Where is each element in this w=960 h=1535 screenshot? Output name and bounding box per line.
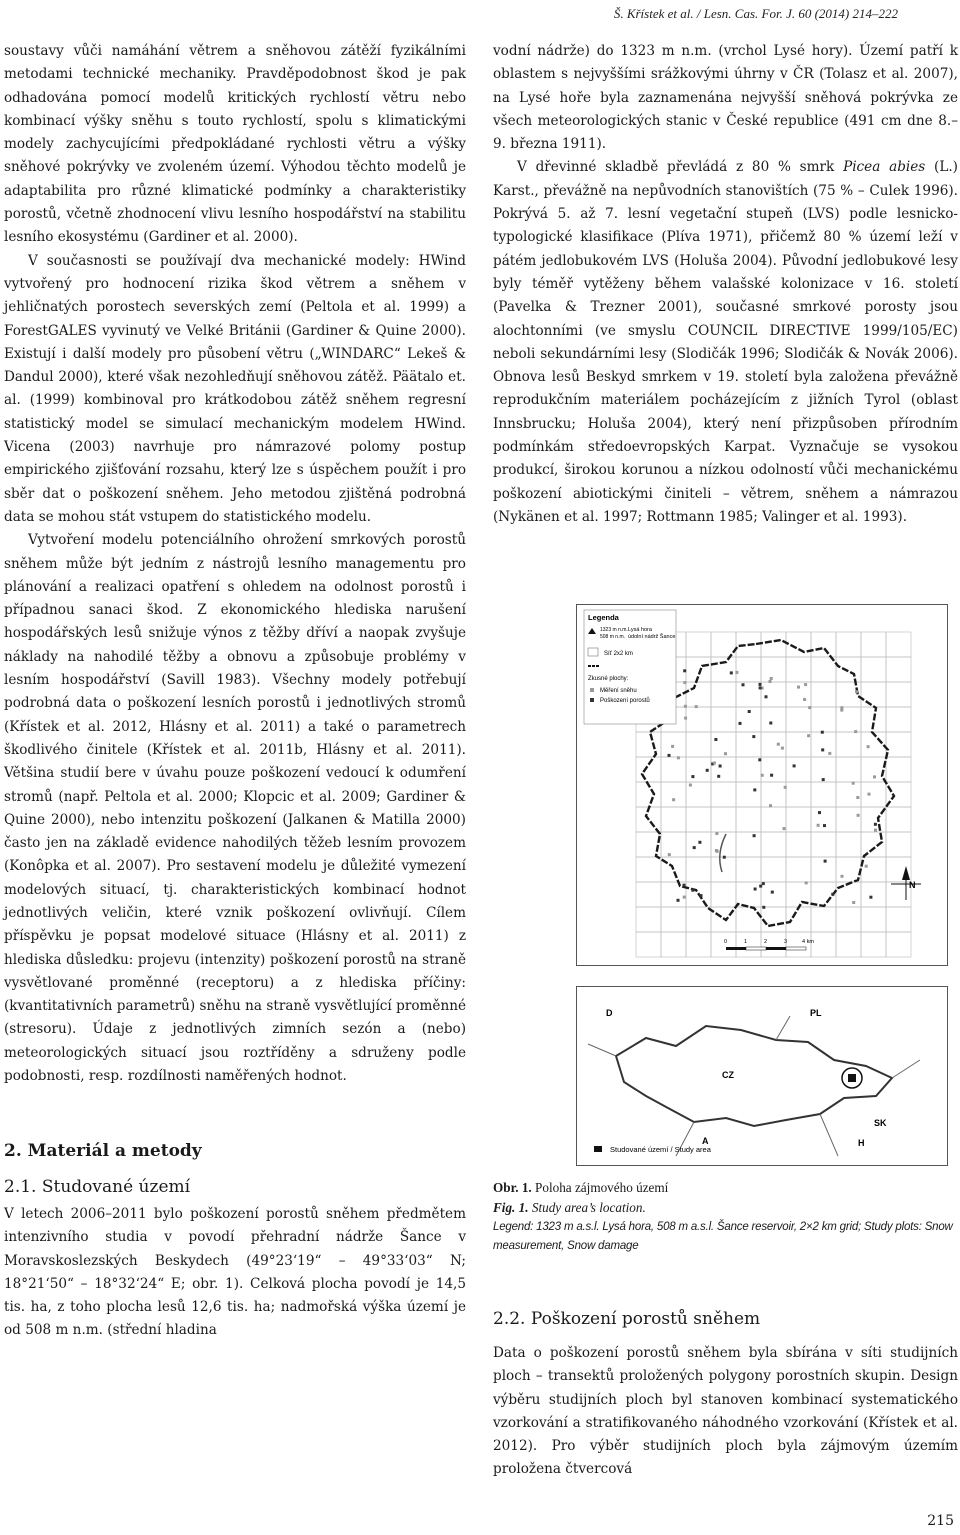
study-area-marker — [848, 1074, 856, 1082]
svg-text:4 km: 4 km — [802, 939, 814, 945]
locator-frame — [577, 987, 948, 1166]
svg-text:2: 2 — [764, 939, 768, 945]
study-plot-marker — [828, 752, 831, 755]
study-plot-marker — [715, 832, 718, 835]
study-plot-marker — [714, 738, 717, 741]
right-paragraph-2-start: V dřevinné skladbě převládá z 80 % smrk — [517, 159, 844, 176]
study-plot-marker — [856, 796, 859, 799]
study-plot-marker — [762, 882, 765, 885]
study-plot-marker — [752, 735, 755, 738]
study-plot-marker — [762, 906, 765, 909]
left-paragraph-4: V letech 2006–2011 bylo poškození porostů sněhem předmětem intenzivního studia v povodí přehradní nádrže Šance v Moravskoslezských Beskydech (49°23‘19“ – 49°33‘03“ N; 18°21‘50“ – 18°32‘24“ E; obr. 1). Celková plocha povodí je 14,5 tis. ha, z toho plocha lesů 12,6 tis. ha; nadmořská výška území je od 508 m n.m. (střední hladina — [4, 1205, 466, 1339]
study-plot-marker — [723, 856, 726, 859]
svg-text:N: N — [909, 880, 916, 890]
running-head: Š. Křístek et al. / Lesn. Cas. For. J. 60 (2014) 214–222 — [613, 6, 898, 21]
study-plot-marker — [770, 774, 773, 777]
study-plot-marker — [765, 695, 768, 698]
left-column — [4, 40, 466, 1343]
study-plot-marker — [683, 681, 686, 684]
study-plot-marker — [822, 778, 825, 781]
study-plot-marker — [668, 754, 671, 757]
caption-cz: Obr. 1. Poloha zájmového území — [493, 1180, 669, 1195]
svg-text:1323 m n.m.: 1323 m n.m. — [600, 627, 628, 633]
left-paragraph-3: Vytvoření modelu potenciálního ohrožení smrkových porostů sněhem může být jedním z nástrojů lesního managementu pro plánování a realizaci opatření s ohledem na odolnost porostů i případnou sanaci škod. Z ekonomického hlediska narušení hospodářských lesů snižuje výnos z těžby dříví a naopak zvyšuje náklady na nahodilé těžby a obnovu a způsobuje problémy v lesním hospodářství (Savill 1983). Všechny modely potřebují podrobná data o poškození lesních porostů i jednotlivých stromů (Křístek et al. 2012, Hlásny et al. 2011) a také o parametrech škodlivého činitele (Křístek et al. 2011b, Hlásny et al. 2011). Většina studií bere v úvahu pouze poškození vedoucí k odumření stromů (např. Peltola et al. 2000; Klopcic et al. 2009; Gardiner & Quine 2000), nebo intenzitu poškození (Jalkanen & Matilla 2000) často jen na základě evidence nahodilých těžeb lesním provozem (Konôpka et al. 2007). Pro sestavení modelu je důležité vymezení modelových situací, tj. charakteristických kombinací hodnot jednotlivých veličin, které vznik poškození ovlivňují. Cílem příspěvku je popsat modelové situace (Hlásny et al. 2011) z hlediska důsledku: projevu (intenzity) poškození porostů na straně vysvětlované proměnné (receptoru) a z hlediska příčiny: (kvantitativních parametrů) sněhu na straně vysvětlující proměnné (stresoru). Údaje z jednotlivých zimních sezón a (nebo) meteorologických situací jsou roztříděny a sdruženy podle podobnosti, resp. rozdílnosti naměřených hodnot. — [4, 532, 466, 1085]
svg-text:3: 3 — [784, 939, 788, 945]
study-plot-marker — [691, 775, 694, 778]
svg-text:PL: PL — [810, 1008, 822, 1018]
svg-text:1: 1 — [744, 939, 748, 945]
study-plot-marker — [754, 888, 757, 891]
study-plot-marker — [868, 793, 871, 796]
study-plot-marker — [840, 709, 843, 712]
study-plot-marker — [689, 784, 692, 787]
svg-text:údolní nádrž Šance: údolní nádrž Šance — [628, 634, 676, 640]
study-plot-marker — [724, 752, 727, 755]
study-plot-marker — [852, 901, 855, 904]
study-plot-marker — [817, 824, 820, 827]
study-plot-marker — [691, 889, 694, 892]
study-plot-marker — [869, 896, 872, 899]
study-plot-marker — [857, 814, 860, 817]
study-plot-marker — [818, 811, 821, 814]
study-plot-marker — [781, 747, 784, 750]
study-plot-marker — [824, 860, 827, 863]
figure-caption — [493, 1178, 958, 1256]
svg-text:SK: SK — [874, 1118, 887, 1128]
right-paragraph-2 — [493, 156, 958, 529]
study-plot-marker — [759, 686, 762, 689]
study-plot-marker — [730, 671, 733, 674]
study-plot-marker — [671, 745, 674, 748]
study-plot-marker — [719, 765, 722, 768]
study-plot-marker — [831, 893, 834, 896]
study-plot-marker — [683, 896, 686, 899]
study-plot-marker — [874, 823, 877, 826]
svg-text:A: A — [702, 1136, 709, 1146]
subsection-heading-snow-damage: 2.2. Poškození porostů sněhem — [493, 1309, 761, 1329]
study-plot-marker — [770, 677, 773, 680]
page-number: 215 — [927, 1513, 954, 1529]
study-plot-marker — [706, 769, 709, 772]
study-plot-marker — [759, 683, 762, 686]
study-plot-marker — [695, 705, 698, 708]
locator-map-graphic — [576, 986, 948, 1166]
study-area-map-graphic — [576, 604, 948, 966]
study-plot-marker — [783, 827, 786, 830]
study-plot-marker — [867, 745, 870, 748]
study-plot-marker — [855, 690, 858, 693]
study-plot-marker — [713, 762, 716, 765]
svg-text:D: D — [606, 1008, 613, 1018]
study-plot-marker — [771, 891, 774, 894]
svg-text:Zkusné plochy:: Zkusné plochy: — [588, 676, 629, 682]
study-plot-marker — [753, 788, 756, 791]
study-plot-marker — [684, 717, 687, 720]
study-plot-marker — [841, 875, 844, 878]
study-plot-marker — [769, 680, 772, 683]
svg-text:H: H — [858, 1138, 865, 1148]
study-plot-marker — [758, 758, 761, 761]
study-plot-marker — [784, 786, 787, 789]
species-name: Picea abies — [843, 159, 926, 176]
study-plot-marker — [805, 881, 808, 884]
svg-text:508 m n.m.: 508 m n.m. — [600, 634, 626, 640]
study-plot-marker — [715, 849, 718, 852]
study-plot-marker — [854, 730, 857, 733]
study-plot-marker — [748, 710, 751, 713]
study-plot-marker — [753, 834, 756, 837]
study-plot-marker — [874, 829, 877, 832]
study-plot-marker — [677, 899, 680, 902]
study-area-map — [576, 604, 948, 966]
study-plot-marker — [735, 671, 738, 674]
study-plot-marker — [684, 705, 687, 708]
svg-text:Lysá hora: Lysá hora — [628, 627, 652, 633]
svg-text:Poškození porostů: Poškození porostů — [600, 698, 650, 704]
study-plot-marker — [672, 798, 675, 801]
left-paragraph-1: soustavy vůči namáhání větrem a sněhovou zátěží fyzikálními metodami technické mechaniky. Pravděpodobnost škod je pak odhadována pomocí modelů kritických rychlostí větru nebo kombinací výšky sněhu s touto rychlostí, spolu s klimatickými modely zachycujícími předpokládané rychlosti větru a výšky sněhové pokrývky ve zvoleném území. Výhodou těchto modelů je adaptabilita pro různé klimatické podmínky a charakteristiky porostů, včetně zhodnocení vlivu lesního hospodářství na stabilitu lesního ekosystému (Gardiner et al. 2000). — [4, 43, 466, 246]
study-plot-marker — [668, 853, 671, 856]
study-plot-marker — [821, 731, 824, 734]
svg-text:Měření sněhu: Měření sněhu — [600, 688, 637, 694]
study-plot-marker — [807, 734, 810, 737]
study-area-legend-icon — [594, 1146, 602, 1152]
snow-measurement-icon — [590, 688, 594, 692]
study-plot-marker — [739, 722, 742, 725]
study-plot-marker — [769, 722, 772, 725]
caption-en: Fig. 1. Study area’s location. — [493, 1200, 646, 1215]
right-paragraph-2-rest: (L.) Karst., převážně na nepůvodních stanovištích (75 % – Culek 1996). Pokrývá 5. až 7. lesní vegetační stupeň (LVS) podle lesnicko-typologické klasifikace (Plíva 1971), přičemž 80 % území leží v pátém jedlobukovém LVS (Holuša 2004). Původní jedlobukové lesy byly téměř vytěženy během valašské kolonizace v 16. století (Pavelka & Trezner 2001), současné smrkové porosty jsou alochtonními (ve smyslu COUNCIL DIRECTIVE 1999/105/EC) neboli sekundárními lesy (Slodičák 1996; Slodičák & Novák 2006). Obnova lesů Beskyd smrkem v 19. století byla založena převážně reprodukčním materiálem pocházejícím z jižních Tyrol (oblast Innsbrucku; Holuša 2004), který není přizpůsoben přírodním podmínkám středoevropských Karpat. Vyznačuje se vysokou produkcí, širokou korunou a nízkou odolností vůči mechanickému poškození abiotickými činiteli – větrem, sněhem a námrazou (Nykänen et al. 1997; Rottmann 1985; Valinger et al. 1993). — [493, 159, 958, 525]
map-legend-title: Legenda — [588, 613, 619, 622]
study-plot-marker — [759, 885, 762, 888]
snow-damage-icon — [590, 698, 594, 702]
map-legend — [584, 610, 676, 724]
study-plot-marker — [693, 846, 696, 849]
study-plot-marker — [793, 764, 796, 767]
study-plot-marker — [769, 804, 772, 807]
study-plot-marker — [742, 683, 745, 686]
study-plot-marker — [803, 698, 806, 701]
study-plot-marker — [683, 669, 686, 672]
study-plot-marker — [761, 774, 764, 777]
subsection-heading-study-area: 2.1. Studované území — [4, 1176, 191, 1197]
study-plot-marker — [865, 865, 868, 868]
study-plot-marker — [797, 686, 800, 689]
study-plot-marker — [821, 748, 824, 751]
svg-text:0: 0 — [724, 939, 728, 945]
study-plot-marker — [683, 884, 686, 887]
study-plot-marker — [700, 894, 703, 897]
svg-text:Síť 2x2 km: Síť 2x2 km — [604, 651, 633, 657]
study-plot-marker — [717, 775, 720, 778]
study-plot-marker — [823, 824, 826, 827]
study-plot-marker — [873, 775, 876, 778]
study-plot-marker — [804, 683, 807, 686]
right-paragraph-1: vodní nádrže) do 1323 m n.m. (vrchol Lysé hory). Území patří k oblastem s nejvyššími srážkovými úhrny v ČR (Tolasz et al. 2007), na Lysé hoře byla zaznamenána nejvyšší sněhová pokrývka ze všech meteorologických stanic v České republice (491 cm dne 8.–9. března 1911). — [493, 43, 958, 153]
study-plot-marker — [808, 706, 811, 709]
right-paragraph-3: Data o poškození porostů sněhem byla sbírána v síti studijních ploch – transektů proložených polygony porostních skupin. Design výběru studijních ploch byl stanoven kombinací systematického vzorkování a stratifikovaného náhodného vzorkování (Křístek et al. 2012). Pro výběr studijních ploch byla zájmovým územím proložena čtvercová — [493, 1345, 958, 1478]
study-plot-marker — [852, 782, 855, 785]
locator-map — [576, 986, 948, 1166]
svg-text:CZ: CZ — [722, 1070, 734, 1080]
svg-text:Studované území / Study area: Studované území / Study area — [610, 1145, 711, 1154]
study-plot-marker — [777, 743, 780, 746]
section-heading-materials: 2. Materiál a metody — [4, 1141, 202, 1162]
caption-legend: Legend: 1323 m a.s.l. Lysá hora, 508 m a.s.l. Šance reservoir, 2×2 km grid; Study plots: Snow measurement, Snow damage — [493, 1221, 953, 1252]
study-plot-marker — [677, 756, 680, 759]
study-plot-marker — [698, 841, 701, 844]
left-paragraph-2: V současnosti se používají dva mechanické modely: HWind vytvořený pro hodnocení rizika škod větrem a sněhem v jehličnatých porostech severských zemí (Peltola et al. 1999) a ForestGALES vyvinutý ve Velké Británii (Gardiner & Quine 2000). Existují i další modely pro působení větru („WINDARC“ Lekeš & Dandul 2000), které však nezohledňují sněhovou zátěž. Päätalo et. al. (1999) kombinoval pro krátkodobou zátěž sněhem regresní statistický model se simulací mechanickým modelem HWind. Vicena (2003) navrhuje pro námrazové polomy postup empirického zjišťování rozsahu, který lze s úspěchem použít i pro sběr dat o poškození sněhem. Jeho metodou zjištěná podrobná data se mohou stát vstupem do statistického modelu. — [4, 252, 466, 525]
